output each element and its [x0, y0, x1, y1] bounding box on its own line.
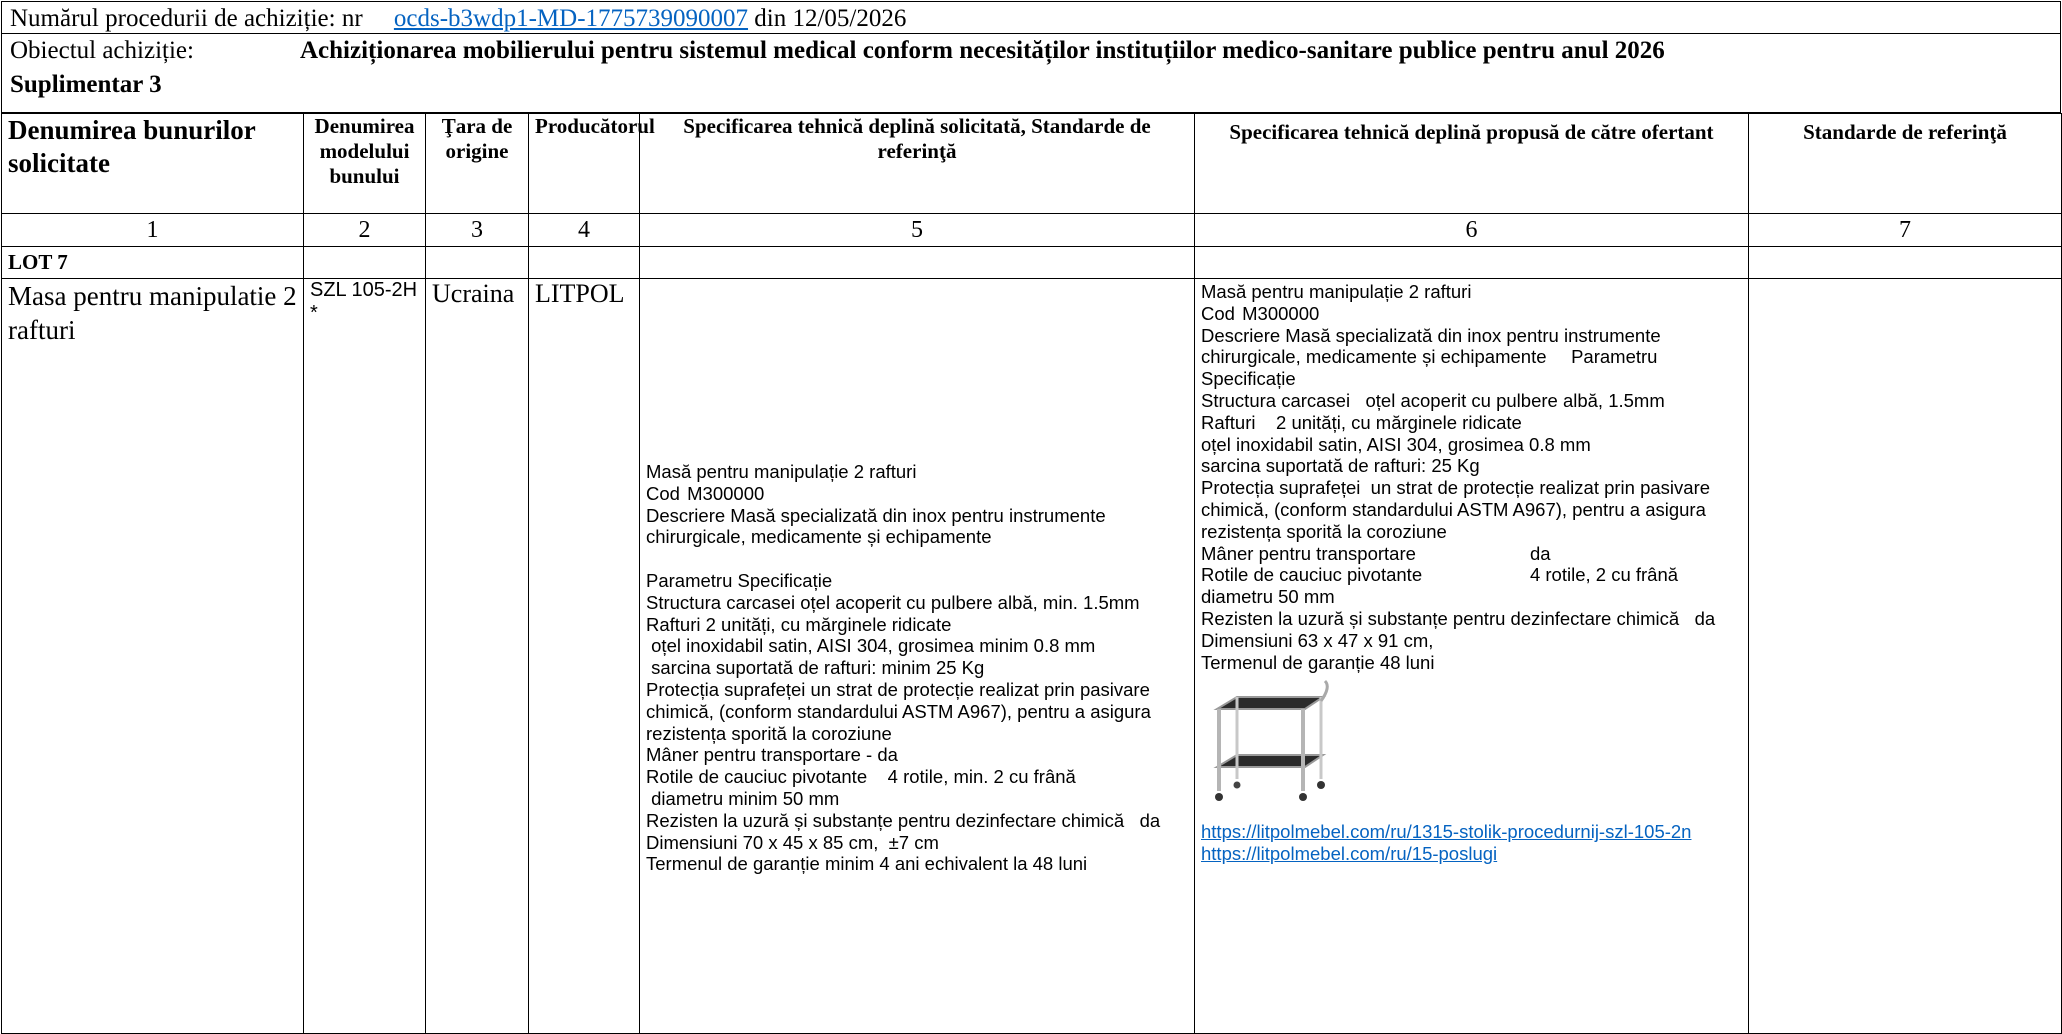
item-country: Ucraina — [426, 279, 529, 1034]
column-number-row — [2, 214, 2062, 247]
item-model: SZL 105-2H * — [304, 279, 426, 1034]
col-header-spec-offered: Specificarea tehnică deplină propusă de către ofertant — [1195, 114, 1749, 214]
product-link[interactable]: https://litpolmebel.com/ru/1315-stolik-procedurnij-szl-105-2n — [1201, 821, 1692, 843]
col-number: 4 — [529, 214, 640, 247]
procedure-label: Numărul procedurii de achiziție: — [10, 5, 336, 32]
col-header-spec-requested: Specificarea tehnică deplină solicitată, Standarde de referinţă — [640, 114, 1195, 214]
col-header-producer: Producătorul — [529, 114, 640, 214]
procedure-link[interactable]: ocds-b3wdp1-MD-1775739090007 — [393, 5, 749, 32]
spec-requested: Masă pentru manipulație 2 rafturi Cod M300000 Descriere Masă specializată din inox pentru instrumente chirurgicale, medicamente și echipamente Parametru Specificație Structura carcasei oțel acoperit cu pulbere albă, min. 1.5mm Rafturi 2 unități, cu mărginele ridicate oțel inoxidabil satin, AISI 304, grosimea minim 0.8 mm sarcina suportată de rafturi: minim 25 Kg Protecția suprafeței un strat de protecție realizat prin pasivare chimică, (conform standardului ASTM A967), pentru a asigura rezistența sporită la coroziune Mâner pentru transportare - da Rotile de cauciuc pivotante 4 rotile, min. 2 cu frână diametru minim 50 mm Rezisten la uzură și substanțe pentru dezinfectare chimică da Dimensiuni 70 x 45 x 85 cm, ±7 cm Termenul de garanție minim 4 ani echivalent la 48 luni — [646, 461, 1161, 875]
col-header-model: Denumirea modelului bunului — [304, 114, 426, 214]
col-number: 3 — [426, 214, 529, 247]
col-header-standards: Standarde de referinţă — [1749, 114, 2062, 214]
col-header-country: Ţara de origine — [426, 114, 529, 214]
object-label: Obiectul achiziție: — [10, 37, 194, 64]
procedure-date: din 12/05/2026 — [754, 5, 907, 32]
col-number: 7 — [1749, 214, 2062, 247]
col-header-goods: Denumirea bunurilor solicitate — [2, 114, 304, 214]
procurement-object-row — [1, 34, 2061, 113]
item-name: Masa pentru manipulatie 2 rafturi — [2, 279, 304, 1034]
item-producer: LITPOL — [529, 279, 640, 1034]
object-suffix: Suplimentar 3 — [10, 71, 162, 98]
col-number: 2 — [304, 214, 426, 247]
procedure-nr: nr — [341, 5, 363, 32]
spec-offered: Masă pentru manipulație 2 rafturi Cod M300000 Descriere Masă specializată din inox pentru instrumente chirurgicale, medicamente și echipamente Parametru Specificație Structura carcasei oțel acoperit cu pulbere albă, 1.5mm Rafturi 2 unități, cu mărginele ridicate oțel inoxidabil satin, AISI 304, grosimea 0.8 mm sarcina suportată de rafturi: 25 Kg Protecția suprafeței un strat de protecție realizat prin pasivare chimică, (conform standardului ASTM A967), pentru a asigura rezistența sporită la coroziune Mâner pentru transportare da Rotile de cauciuc pivotante 4 rotile, 2 cu frână diametru 50 mm Rezisten la uzură și substanțe pentru dezinfectare chimică da Dimensiuni 63 x 47 x 91 cm, Termenul de garanție 48 luni — [1201, 281, 1716, 673]
procedure-number-row — [1, 1, 2061, 34]
table-row — [2, 279, 2062, 1034]
item-standards — [1749, 279, 2062, 1034]
lot-label: LOT 7 — [2, 247, 304, 279]
col-number: 6 — [1195, 214, 1749, 247]
services-link[interactable]: https://litpolmebel.com/ru/15-poslugi — [1201, 843, 1498, 865]
lot-row — [2, 247, 2062, 279]
table-header-row — [2, 114, 2062, 214]
specification-table — [1, 113, 2062, 1034]
col-number: 1 — [2, 214, 304, 247]
medical-cart-image — [1207, 679, 1335, 809]
col-number: 5 — [640, 214, 1195, 247]
object-value: Achiziționarea mobilierului pentru sistemul medical conform necesităților instituțiilor medico-sanitare publice pentru anul 2026 — [300, 37, 1665, 64]
